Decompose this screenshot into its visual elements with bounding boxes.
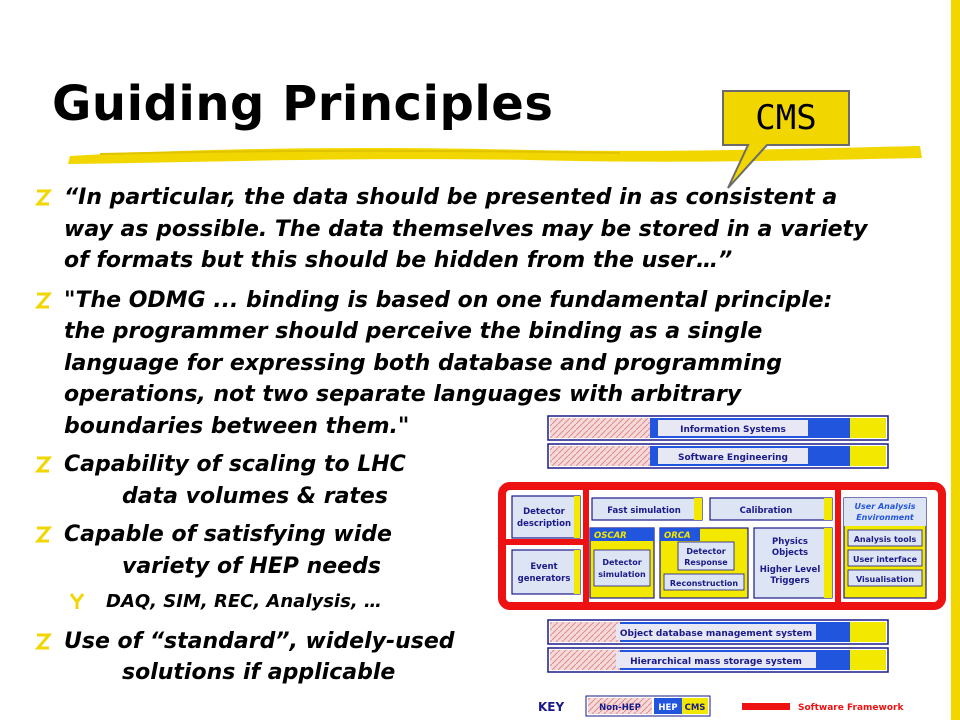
bullet-line: of formats but this should be hidden from the user…” — [64, 248, 733, 273]
physics-objects-box — [754, 528, 832, 598]
key-software-framework: Software Framework — [798, 703, 904, 713]
z-dingbat-bullet-icon — [34, 290, 52, 310]
user-analysis-env-label: User Analysis — [854, 502, 916, 511]
bullet-line: Use of “standard”, widely-used — [64, 628, 455, 654]
bullet-line: the programmer should perceive the binding as a single — [64, 319, 763, 344]
detector-description-label: Detector — [523, 507, 565, 517]
key-cms: CMS — [684, 703, 706, 713]
bullet-line: solutions if applicable — [122, 660, 396, 685]
slide-title: Guiding Principles — [52, 76, 554, 132]
key-hep: HEP — [658, 703, 678, 713]
bullet-line: language for expressing both database and programming — [64, 350, 783, 376]
z-dingbat-bullet-icon — [34, 631, 52, 651]
detector-description-label: description — [516, 519, 572, 529]
oscar-box — [590, 528, 654, 598]
event-generators-label: generators — [517, 574, 571, 584]
bullet-line: way as possible. The data themselves may be stored in a variety — [64, 216, 868, 242]
detector-response-label: Detector — [686, 547, 726, 556]
event-generators-box — [512, 550, 580, 594]
calibration-box — [710, 498, 832, 520]
z-dingbat-bullet-icon — [34, 187, 52, 207]
bullet-line: Capability of scaling to LHC — [64, 452, 406, 477]
info-systems-label: Information Systems — [680, 425, 786, 435]
software-engineering-label: Software Engineering — [677, 453, 789, 463]
accent-vertical-bar — [951, 0, 960, 720]
z-dingbat-bullet-icon — [34, 524, 52, 544]
fast-simulation-box — [592, 498, 702, 520]
reconstruction-label: Reconstruction — [669, 579, 739, 588]
software-architecture-diagram — [498, 412, 948, 718]
fast-simulation-label: Fast simulation — [607, 506, 681, 516]
bullet-quote-consistent — [30, 182, 930, 277]
software-engineering-bar — [548, 444, 888, 468]
detector-simulation-label: Detector — [602, 558, 642, 567]
orca-label: ORCA — [664, 531, 691, 541]
detector-description-box — [512, 496, 580, 538]
user-analysis-environment-box — [844, 498, 926, 598]
physics-objects-label: Objects — [771, 548, 809, 558]
y-dingbat-bullet-icon — [68, 591, 86, 611]
info-systems-bar — [548, 416, 888, 440]
user-interface-label: User interface — [852, 555, 918, 564]
user-analysis-env-label: Environment — [856, 513, 914, 522]
bullet-line: variety of HEP needs — [122, 553, 381, 579]
sub-bullet-line: DAQ, SIM, REC, Analysis, … — [106, 591, 382, 612]
bullet-line: operations, not two separate languages with arbitrary — [64, 382, 742, 407]
event-generators-label: Event — [530, 562, 558, 572]
bullet-line: boundaries between them." — [64, 413, 410, 439]
key-label: KEY — [538, 700, 565, 714]
oscar-label: OSCAR — [594, 531, 627, 541]
higher-level-triggers-label: Higher Level — [759, 565, 821, 575]
mass-storage-bar — [548, 648, 888, 672]
bullet-line: Capable of satisfying wide — [64, 522, 392, 547]
bullet-line: “In particular, the data should be presented in as consistent a — [64, 185, 838, 210]
cms-callout-label: CMS — [755, 98, 817, 138]
detector-response-label: Response — [684, 558, 728, 567]
mass-storage-label: Hierarchical mass storage system — [630, 657, 802, 667]
orca-box — [660, 528, 748, 598]
bullet-line: data volumes & rates — [122, 483, 388, 509]
detector-simulation-label: simulation — [598, 570, 646, 579]
z-dingbat-bullet-icon — [34, 454, 52, 474]
object-database-label: Object database management system — [619, 629, 813, 639]
analysis-tools-label: Analysis tools — [853, 535, 917, 544]
physics-objects-label: Physics — [772, 537, 808, 547]
calibration-label: Calibration — [739, 506, 793, 516]
bullet-line: "The ODMG ... binding is based on one fundamental principle: — [64, 287, 833, 313]
key-non-hep: Non-HEP — [599, 703, 641, 713]
diagram-key — [538, 696, 904, 716]
higher-level-triggers-label: Triggers — [770, 576, 810, 586]
object-database-bar — [548, 620, 888, 644]
visualisation-label: Visualisation — [855, 575, 915, 584]
